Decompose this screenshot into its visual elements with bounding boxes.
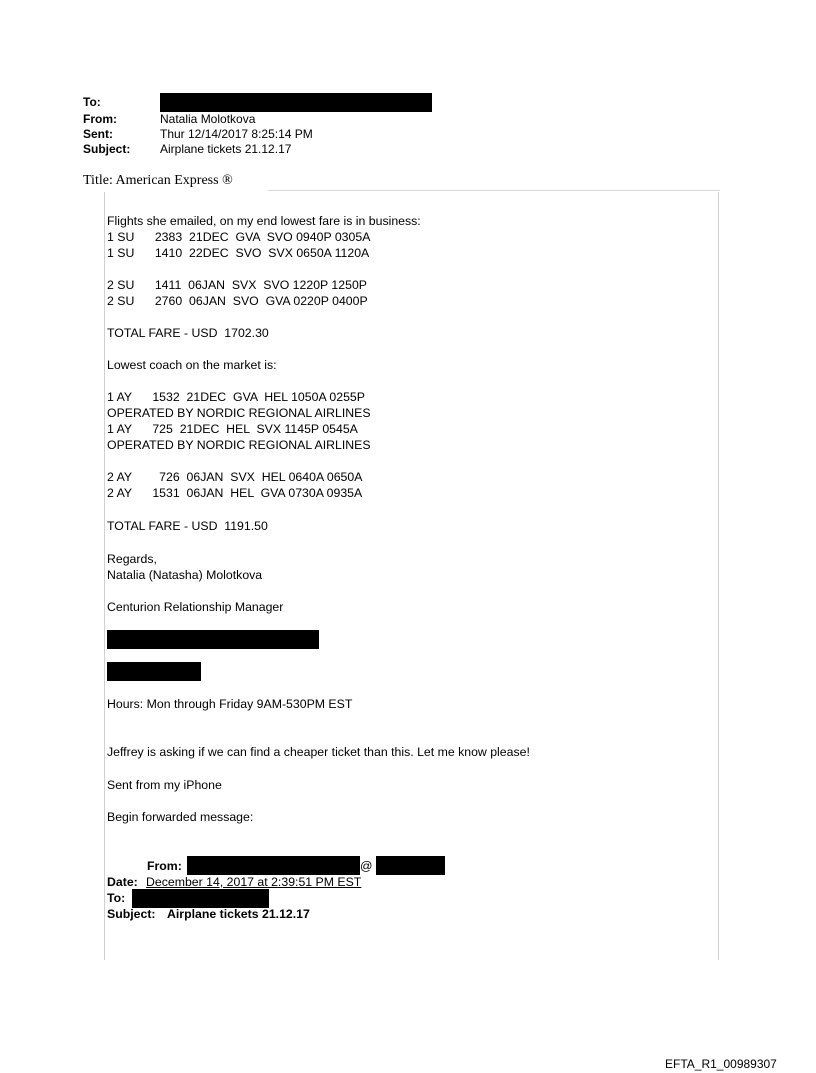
begin-forwarded: Begin forwarded message: bbox=[107, 810, 254, 824]
body-intro: Flights she emailed, on my end lowest fare is in business: bbox=[107, 214, 421, 228]
redaction-to bbox=[160, 93, 432, 112]
fwd-subject-value: Airplane tickets 21.12.17 bbox=[167, 907, 310, 921]
header-subject-label: Subject: bbox=[83, 142, 131, 156]
signer-role: Centurion Relationship Manager bbox=[107, 600, 284, 614]
business-flight-line: 1 SU 2383 21DEC GVA SVO 0940P 0305A bbox=[107, 230, 371, 244]
header-from-value: Natalia Molotkova bbox=[160, 112, 256, 126]
coach-intro: Lowest coach on the market is: bbox=[107, 358, 277, 372]
header-sent-label: Sent: bbox=[83, 127, 113, 141]
title-line: Title: American Express ® bbox=[83, 173, 233, 188]
coach-flight-line: OPERATED BY NORDIC REGIONAL AIRLINES bbox=[107, 438, 371, 452]
document-id: EFTA_R1_00989307 bbox=[665, 1057, 777, 1071]
total-fare-coach: TOTAL FARE - USD 1191.50 bbox=[107, 519, 268, 533]
sent-from-iphone: Sent from my iPhone bbox=[107, 778, 222, 792]
message-box-right-border bbox=[718, 192, 719, 960]
redaction-fwd-from-user bbox=[187, 856, 360, 875]
cheaper-ticket-request: Jeffrey is asking if we can find a cheaper ticket than this. Let me know please! bbox=[107, 745, 530, 759]
redaction-contact-2 bbox=[107, 662, 201, 681]
title-rule bbox=[268, 190, 720, 191]
coach-flight-line: 1 AY 1532 21DEC GVA HEL 1050A 0255P bbox=[107, 390, 365, 404]
business-flight-line: 2 SU 2760 06JAN SVO GVA 0220P 0400P bbox=[107, 294, 368, 308]
fwd-at-sign: @ bbox=[360, 859, 373, 873]
message-box-left-border bbox=[104, 192, 105, 960]
header-sent-value: Thur 12/14/2017 8:25:14 PM bbox=[160, 127, 313, 141]
office-hours: Hours: Mon through Friday 9AM-530PM EST bbox=[107, 697, 353, 711]
total-fare-business: TOTAL FARE - USD 1702.30 bbox=[107, 326, 269, 340]
business-flight-line: 2 SU 1411 06JAN SVX SVO 1220P 1250P bbox=[107, 278, 367, 292]
fwd-to-label: To: bbox=[107, 891, 126, 905]
regards: Regards, bbox=[107, 552, 157, 566]
redaction-fwd-from-domain bbox=[376, 856, 445, 875]
fwd-date-label: Date: bbox=[107, 875, 138, 889]
signer-name: Natalia (Natasha) Molotkova bbox=[107, 568, 263, 582]
coach-flight-line: 2 AY 726 06JAN SVX HEL 0640A 0650A bbox=[107, 470, 363, 484]
fwd-date-value: December 14, 2017 at 2:39:51 PM EST bbox=[146, 875, 362, 889]
business-flight-line: 1 SU 1410 22DEC SVO SVX 0650A 1120A bbox=[107, 246, 370, 260]
header-subject-value: Airplane tickets 21.12.17 bbox=[160, 142, 292, 156]
header-to-label: To: bbox=[83, 95, 101, 109]
header-from-label: From: bbox=[83, 112, 117, 126]
fwd-subject-label: Subject: bbox=[107, 907, 156, 921]
coach-flight-line: OPERATED BY NORDIC REGIONAL AIRLINES bbox=[107, 406, 371, 420]
coach-flight-line: 2 AY 1531 06JAN HEL GVA 0730A 0935A bbox=[107, 486, 363, 500]
coach-flight-line: 1 AY 725 21DEC HEL SVX 1145P 0545A bbox=[107, 422, 358, 436]
redaction-contact-1 bbox=[107, 630, 319, 649]
redaction-fwd-to bbox=[132, 889, 269, 908]
fwd-from-label: From: bbox=[147, 859, 182, 873]
